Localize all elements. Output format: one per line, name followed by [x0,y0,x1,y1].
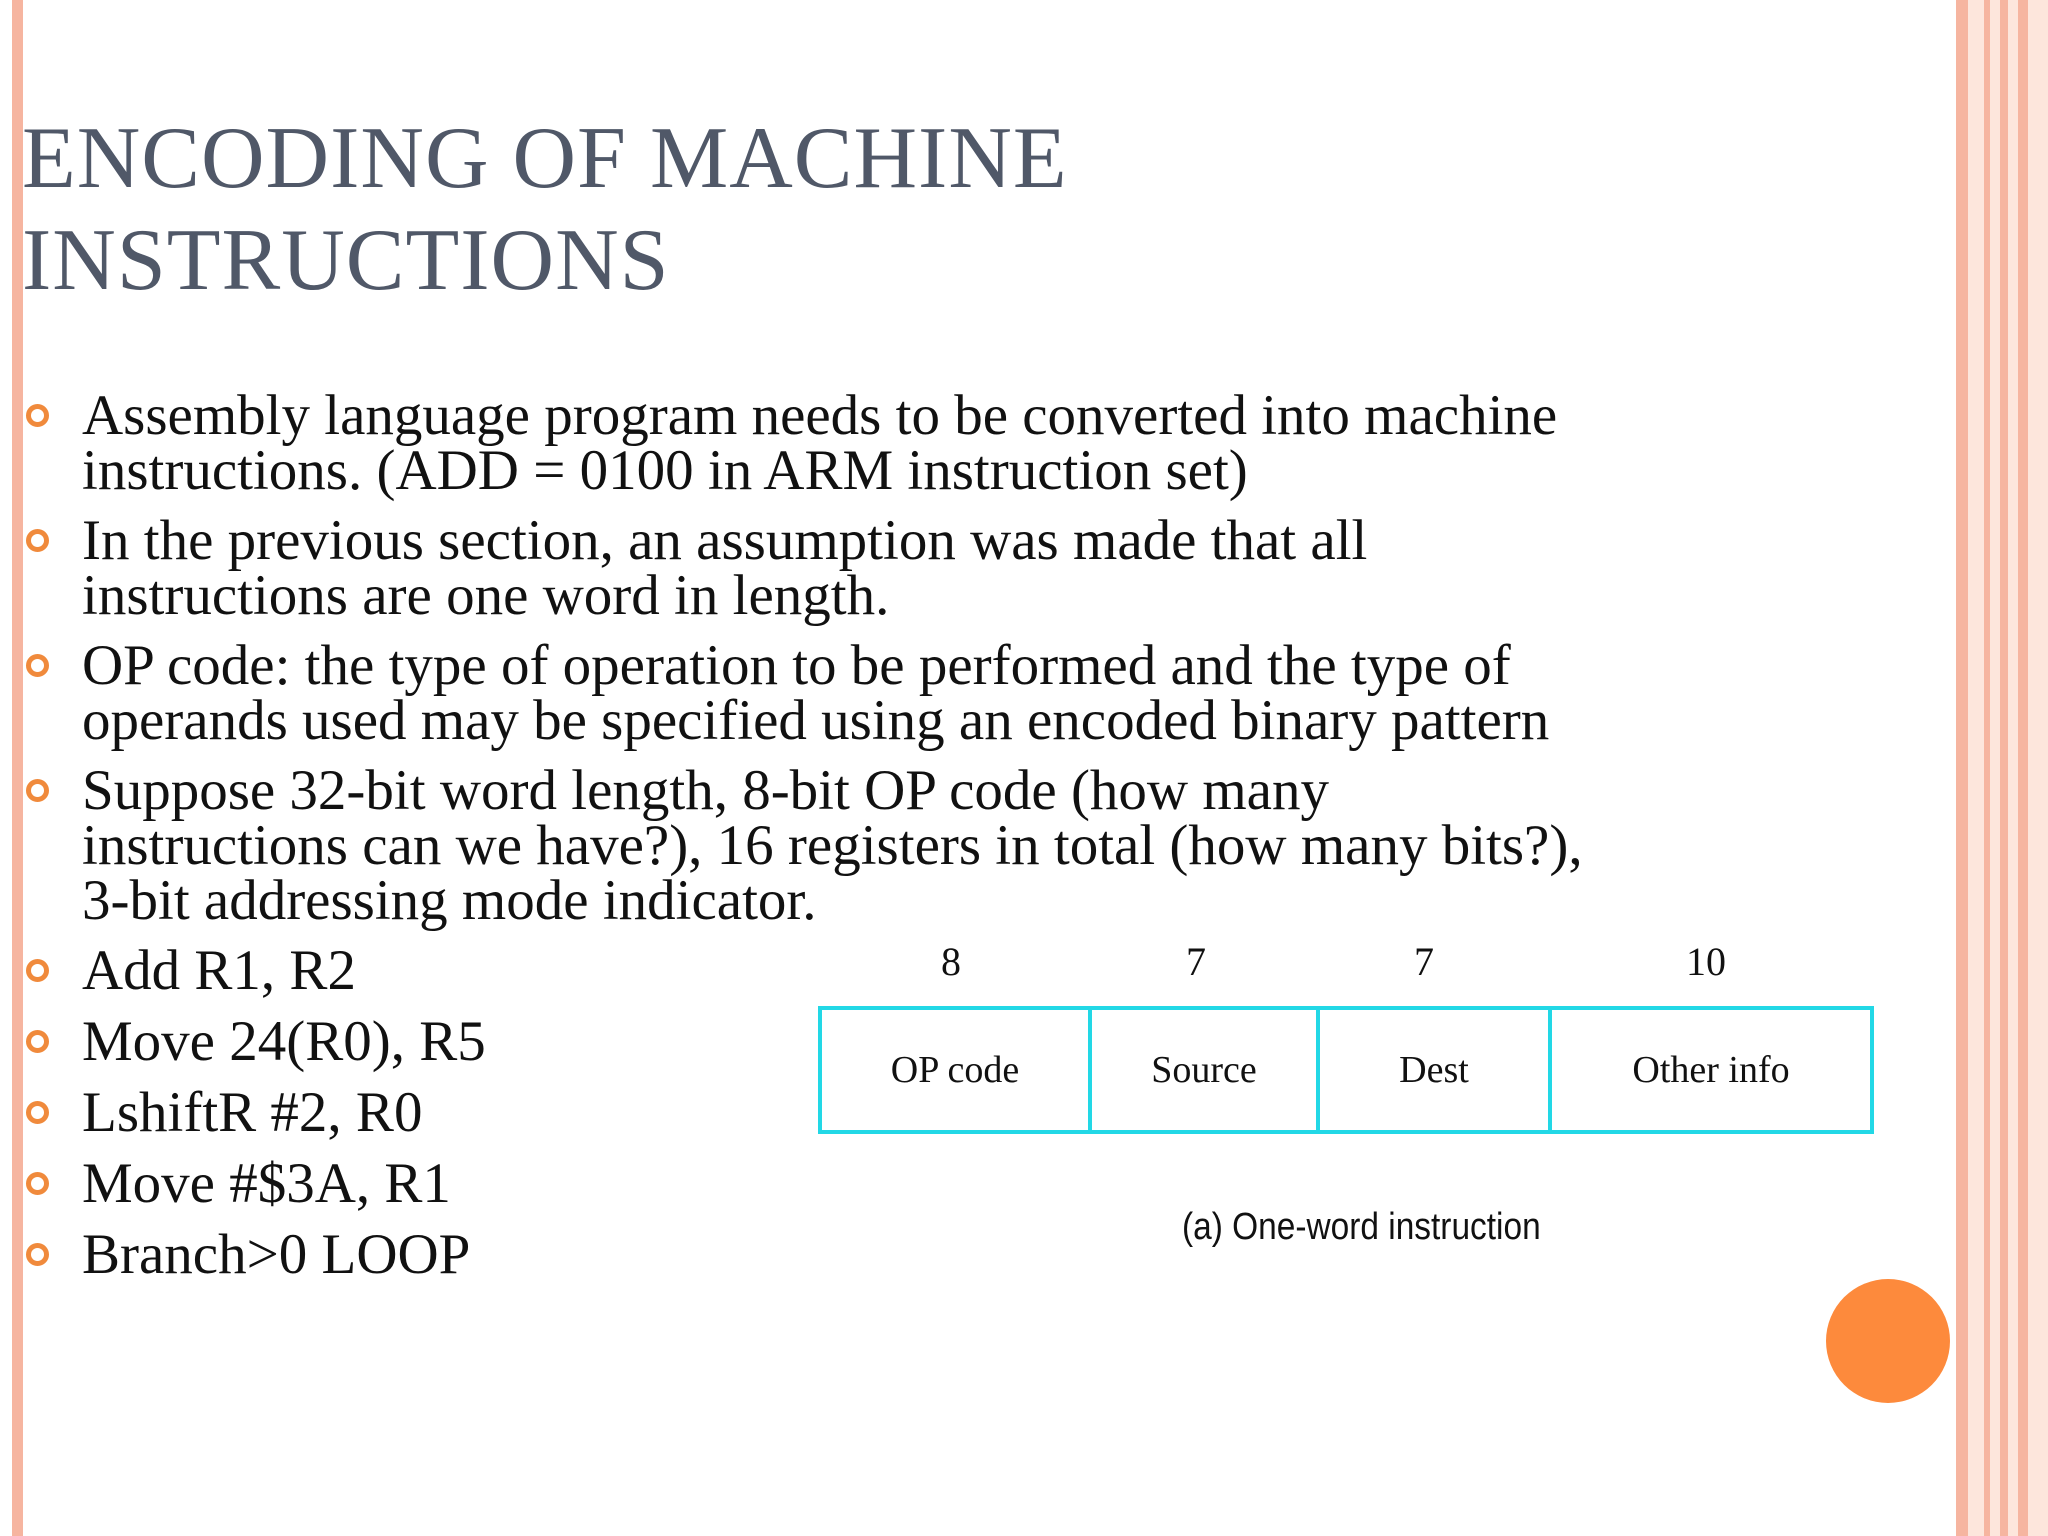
slide-title-line: INSTRUCTIONS [22,212,670,309]
instruction-example: Branch>0 LOOP [82,1223,471,1286]
right-border-stripe [2000,0,2008,1536]
bullet-text-line: Suppose 32-bit word length, 8-bit OP code (how many [82,759,1329,822]
right-border-stripe [2018,0,2028,1536]
bullet-text-line: instructions. (ADD = 0100 in ARM instruction set) [82,439,1248,502]
instruction-example: Add R1, R2 [82,939,356,1002]
right-border-stripe [1956,0,1968,1536]
bullet-text-line: Assembly language program needs to be converted into machine [82,384,1558,447]
bullet-circle-icon [26,654,49,677]
slide-title-line: ENCODING OF MACHINE [22,110,1068,207]
field-other-info: Other info [1548,1010,1870,1130]
right-border-stripe [1990,0,2000,1536]
bullet-circle-icon [26,1030,49,1053]
diagram-caption: (a) One-word instruction [1182,1206,1541,1248]
bullet-item [0,384,1900,502]
slide-title [22,108,1068,312]
bullet-circle-icon [26,529,49,552]
field-bit-count: 7 [1186,939,1206,984]
field-source: Source [1088,1010,1316,1130]
instruction-format-diagram [818,938,1878,1258]
bullet-circle-icon [26,1172,49,1195]
bullet-text-line: instructions are one word in length. [82,564,890,627]
field-bit-count: 8 [941,939,961,984]
bullet-text-line: instructions can we have?), 16 registers in total (how many bits?), [82,814,1583,877]
bullet-circle-icon [26,404,49,427]
bullet-item [0,509,1900,627]
bullet-text-line: OP code: the type of operation to be performed and the type of [82,634,1511,697]
instruction-example: LshiftR #2, R0 [82,1081,423,1144]
instruction-example: Move #$3A, R1 [82,1152,451,1215]
bullet-circle-icon [26,1243,49,1266]
bullet-text-line: 3-bit addressing mode indicator. [82,869,817,932]
bullet-circle-icon [26,1101,49,1124]
instruction-example: Move 24(R0), R5 [82,1010,486,1073]
bullet-text-line: operands used may be specified using an encoded binary pattern [82,689,1550,752]
field-bit-count: 10 [1686,939,1726,984]
field-op-code: OP code [890,1049,1020,1091]
bullet-circle-icon [26,959,49,982]
right-border-stripe [2008,0,2018,1536]
bullet-text-line: In the previous section, an assumption was made that all [82,509,1368,572]
right-border-stripe [2028,0,2048,1536]
bullet-circle-icon [26,779,49,802]
field-dest: Dest [1316,1010,1548,1130]
instruction-word-box [818,1006,1874,1134]
bullet-item [0,759,1900,932]
right-border-stripe [1968,0,1984,1536]
bullet-item [0,634,1900,752]
decorative-orange-circle [1826,1279,1950,1403]
field-bit-count: 7 [1414,939,1434,984]
